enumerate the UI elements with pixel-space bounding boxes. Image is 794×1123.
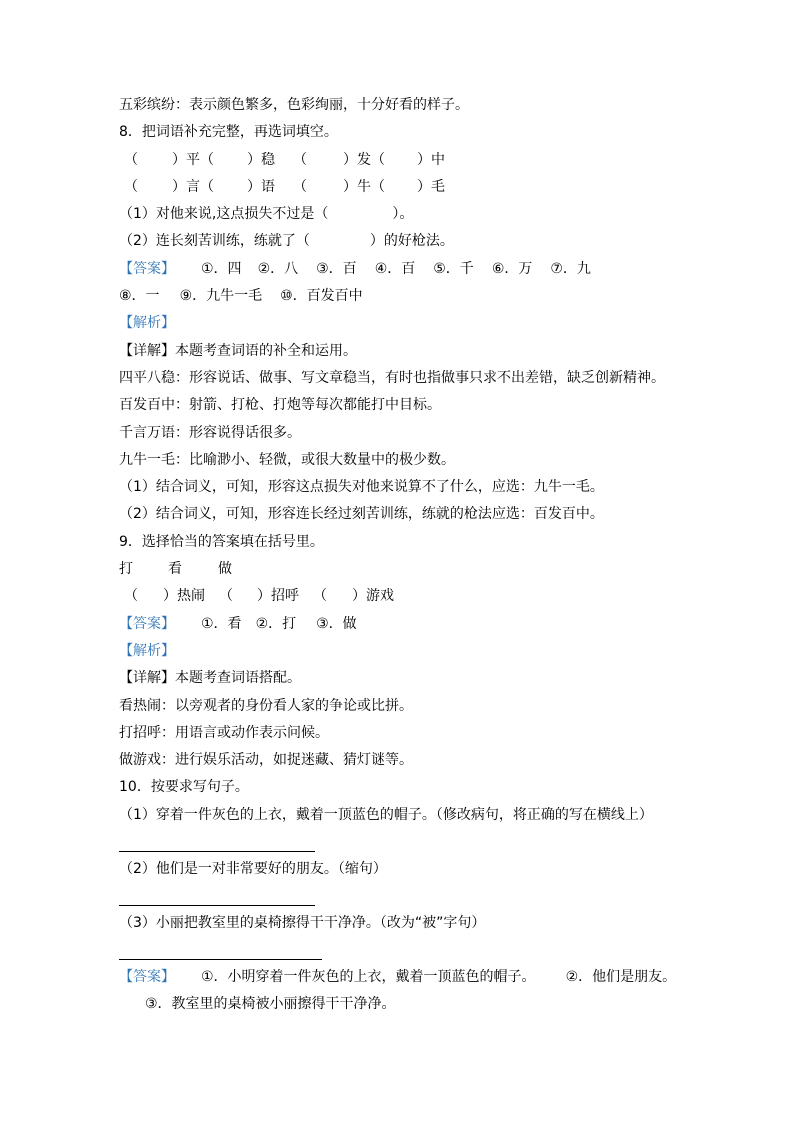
sentence-text: ）。 (392, 206, 414, 223)
answer-item: ②．打 (255, 615, 297, 632)
answer-item: ③．教室里的桌椅被小丽擦得干干净净。 (145, 996, 396, 1013)
detail-line: 打招呼：用语言或动作表示问候。 (119, 724, 329, 741)
paren: ）牛（ (343, 178, 385, 195)
answer-blank-line[interactable] (119, 959, 322, 968)
paren: ）言（ (172, 178, 214, 195)
detail-line: （1）结合词义，可知，形容这点损失对他来说算不了什么，应选：九牛一毛。 (119, 479, 604, 496)
detail-line: 九牛一毛：比喻渺小、轻微，或很大数量中的极少数。 (119, 451, 455, 468)
q10-sentence2: （2）他们是一对非常要好的朋友。（缩句） (119, 860, 387, 877)
q8-answer (119, 260, 779, 287)
q10-answer (119, 968, 779, 995)
paren: ）热闹 (163, 588, 205, 605)
document-page (119, 96, 779, 1022)
answer-item: ⑨．九牛一毛 (179, 288, 263, 305)
detail-line: （2）结合词义，可知，形容连长经过刻苦训练，练就的枪法应选：百发百中。 (119, 506, 604, 523)
paren: ）毛 (417, 178, 445, 195)
q8-row2 (119, 178, 779, 205)
paren: ）平（ (172, 151, 214, 168)
q8-sentence2 (119, 232, 779, 259)
q9-title: 9．选择恰当的答案填在括号里。 (119, 533, 324, 550)
answer-item: ①．四 (201, 260, 242, 277)
sentence-text: （1）对他来说,这点损失不过是（ (119, 206, 329, 223)
answer-item: ②．八 (257, 260, 299, 277)
paren: ）语 (247, 178, 275, 195)
paren: （ (313, 588, 327, 605)
paren: ）稳 (247, 151, 275, 168)
answer-item: ①．看 (201, 615, 242, 632)
answer-blank-line[interactable] (119, 905, 315, 914)
detail-line: 【详解】本题考查词语搭配。 (119, 670, 301, 687)
answer-item: ⑤．千 (433, 260, 474, 277)
paren: （ (219, 588, 233, 605)
paren: （ (293, 151, 307, 168)
answer-label: 【答案】 (119, 260, 175, 277)
detail-line: 千言万语：形容说得话很多。 (119, 424, 301, 441)
answer-item: ③．做 (316, 615, 357, 632)
detail-line: 做游戏：进行娱乐活动，如捉迷藏、猜灯谜等。 (119, 752, 413, 769)
paren: （ (124, 588, 138, 605)
q9-row (119, 587, 779, 614)
q8-sentence1 (119, 205, 779, 232)
intro-text: 五彩缤纷：表示颜色繁多，色彩绚丽，十分好看的样子。 (119, 97, 469, 113)
paren: ）游戏 (352, 588, 394, 605)
detail-line: 看热闹：以旁观者的身份看人家的争论或比拼。 (119, 697, 413, 714)
option: 看 (168, 561, 182, 578)
detail-line: 四平八稳：形容说话、做事、写文章稳当，有时也指做事只求不出差错，缺乏创新精神。 (119, 369, 665, 386)
detail-line: 【详解】本题考查词语的补全和运用。 (119, 342, 357, 359)
answer-item: ②．他们是朋友。 (565, 968, 677, 985)
q9-options (119, 560, 779, 587)
q9-answer (119, 615, 779, 642)
q8-row1 (119, 151, 779, 178)
paren: ）中 (417, 151, 445, 168)
q10-sentence3: （3）小丽把教室里的桌椅擦得干干净净。（改为“被”字句） (119, 914, 486, 931)
option: 打 (119, 561, 133, 578)
answer-item: ⑥．万 (491, 260, 533, 277)
answer-item: ④．百 (374, 260, 416, 277)
q8-title: 8．把词语补充完整，再选词填空。 (119, 124, 338, 141)
q9-analysis-label: 【解析】 (119, 642, 175, 659)
paren: ）招呼 (257, 588, 299, 605)
sentence-text: ）的好枪法。 (369, 233, 454, 250)
answer-blank-line[interactable] (119, 851, 315, 860)
sentence-text: （2）连长刻苦训练，练就了（ (119, 233, 310, 250)
q8-answer-cont (119, 287, 779, 314)
answer-item: ⑧．一 (119, 288, 160, 305)
paren: （ (124, 178, 138, 195)
paren: （ (124, 151, 138, 168)
answer-label: 【答案】 (119, 968, 175, 985)
q10-sentence1: （1）穿着一件灰色的上衣，戴着一顶蓝色的帽子。（修改病句，将正确的写在横线上） (119, 806, 653, 823)
answer-label: 【答案】 (119, 615, 175, 632)
answer-item: ⑦．九 (550, 260, 591, 277)
q10-title: 10．按要求写句子。 (119, 779, 249, 796)
answer-item: ⑩．百发百中 (280, 288, 363, 305)
detail-line: 百发百中：射箭、打枪、打炮等每次都能打中目标。 (119, 397, 441, 414)
q8-analysis-label: 【解析】 (119, 315, 175, 332)
option: 做 (218, 561, 232, 578)
answer-item: ①．小明穿着一件灰色的上衣，戴着一顶蓝色的帽子。 (201, 968, 536, 985)
answer-item: ③．百 (316, 260, 357, 277)
q10-answer-cont (119, 995, 779, 1022)
paren: ）发（ (343, 151, 385, 168)
paren: （ (293, 178, 307, 195)
